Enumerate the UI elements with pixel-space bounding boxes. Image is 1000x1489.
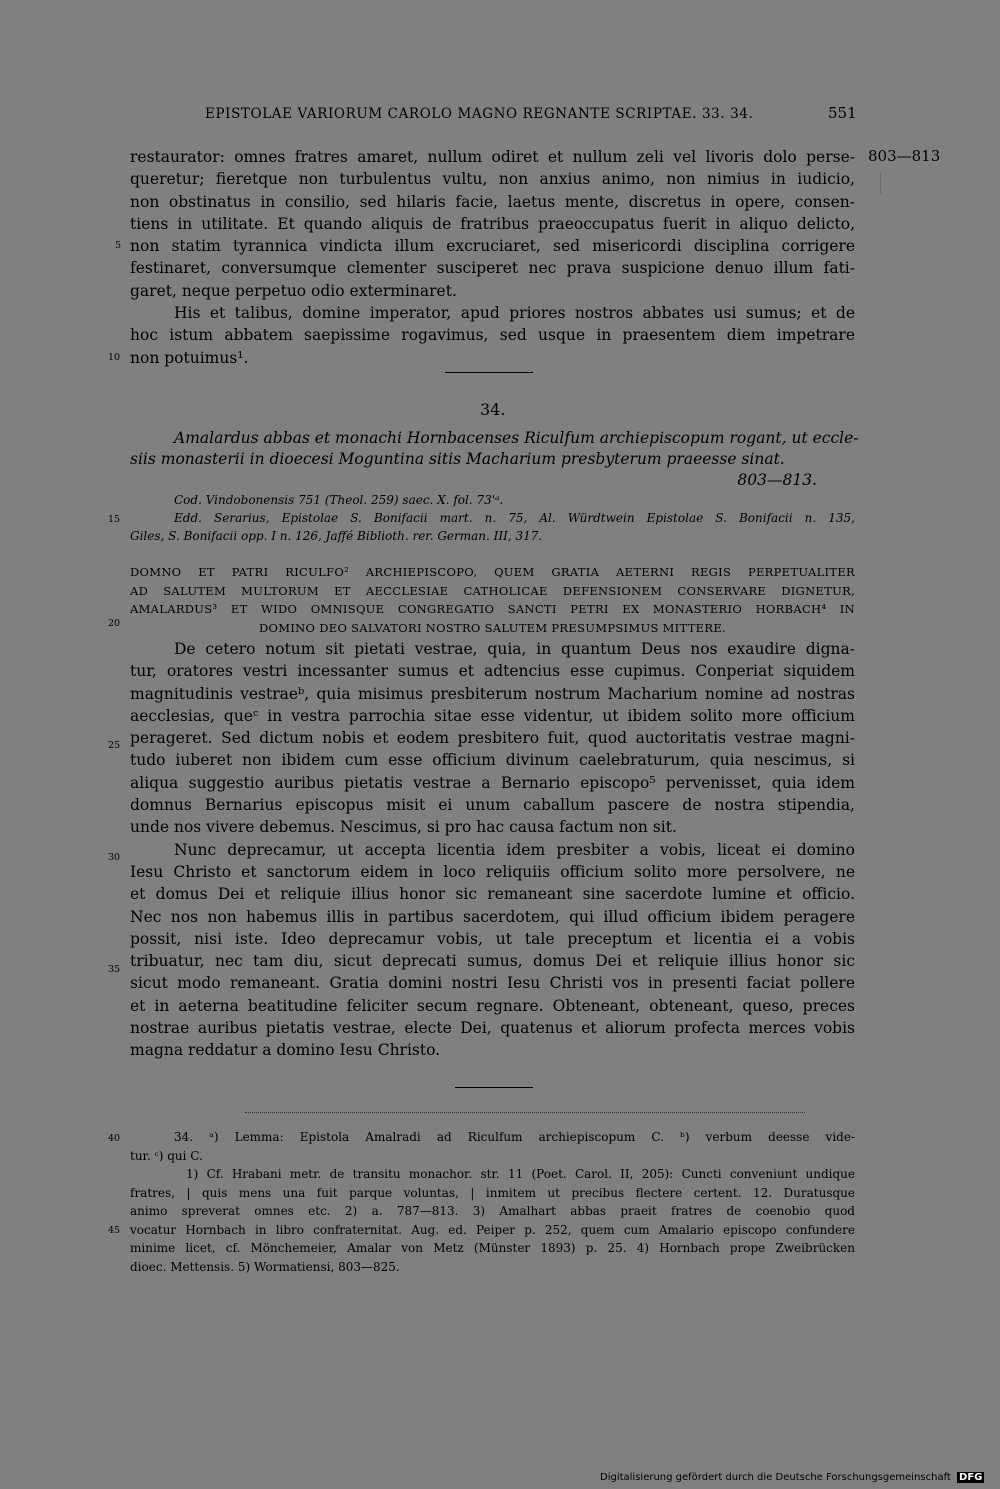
margin-date: 803—813: [868, 147, 941, 165]
footnote-line: fratres, | quis mens una fuit parque voluntas, | inmitem ut precibus flectere certent. 12. Duratusque: [130, 1185, 855, 1200]
page-number: 551: [828, 104, 857, 122]
text-line: garet, neque perpetuo odio exterminaret.: [130, 281, 457, 300]
footnote-line: 34. ᵃ) Lemma: Epistola Amalradi ad Riculfum archiepiscopum C. ᵇ) verbum deesse vide-: [174, 1130, 855, 1144]
summary-line: siis monasterii in dioecesi Moguntina sitis Macharium presbyterum praeesse sinat.: [130, 450, 785, 468]
text-line: domnus Bernarius episcopus misit ei unum caballum pascere de nostra stipendia,: [130, 796, 855, 815]
line-number: 10: [108, 352, 121, 363]
summary-line: Amalardus abbas et monachi Hornbacenses Riculfum archiepiscopum rogant, ut eccle-: [174, 429, 859, 447]
separator-rule: [445, 372, 533, 373]
text-line: tiens in utilitate. Et quando aliquis de fratribus praeoccupatus fuerit in aliquo delicto,: [130, 214, 855, 233]
text-line: non statim tyrannica vindicta illum excruciaret, sed misericordi disciplina corrigere: [130, 237, 855, 256]
address-line: DOMNO ET PATRI RICULFO² ARCHIEPISCOPO, QUEM GRATIA AETERNI REGIS PERPETUALITER: [130, 565, 855, 579]
line-number: 30: [108, 852, 121, 863]
text-line: De cetero notum sit pietati vestrae, quia, in quantum Deus nos exaudire digna-: [174, 640, 855, 658]
manuscript-source: Cod. Vindobonensis 751 (Theol. 259) saec. X. fol. 73'ᵃ.: [174, 493, 504, 507]
dfg-logo-icon: DFG: [959, 1472, 983, 1483]
footnote-separator: [245, 1112, 805, 1114]
text-line: magna reddatur a domino Iesu Christo.: [130, 1041, 441, 1060]
address-line: AD SALUTEM MULTORUM ET AECCLESIAE CATHOLICAE DEFENSIONEM CONSERVARE DIGNETUR,: [130, 583, 855, 598]
text-line: queretur; fieretque non turbulentus vultu, non anxius animo, non nimius in iudicio,: [130, 170, 855, 189]
end-rule: [455, 1087, 533, 1088]
running-title: EPISTOLAE VARIORUM CAROLO MAGNO REGNANTE SCRIPTAE. 33. 34.: [205, 106, 754, 122]
footnote-line: minime licet, cf. Mönchemeier, Amalar von Metz (Münster 1893) p. 25. 4) Hornbach prope Zweibrücken: [130, 1241, 855, 1255]
letter-number: 34.: [480, 400, 506, 419]
line-number: 45: [108, 1225, 121, 1236]
footnotes: [130, 1128, 855, 1276]
text-line: non potuimus¹.: [130, 348, 249, 367]
credit-text: Digitalisierung gefördert durch die Deutsche Forschungsgemeinschaft: [600, 1472, 951, 1483]
text-line: tribuatur, nec tam diu, sicut deprecati sumus, domus Dei et reliquie illius honor sic: [130, 952, 855, 971]
line-number: 15: [108, 514, 121, 525]
text-line: magnitudinis vestraeᵇ, quia misimus presbiterum nostrum Macharium nomine ad nostras: [130, 684, 855, 703]
editions-source: Giles, S. Bonifacii opp. I n. 126, Jaffé Biblioth. rer. German. III, 317.: [130, 529, 543, 543]
letter-address: [130, 563, 855, 637]
text-line: Nunc deprecamur, ut accepta licentia idem presbiter a vobis, liceat ei domino: [174, 840, 855, 859]
text-line: possit, nisi iste. Ideo deprecamur vobis, ut tale preceptum et licentia ei a vobis: [130, 929, 855, 948]
text-line: aliqua suggestio auribus pietatis vestrae a Bernario episcopo⁵ pervenisset, quia idem: [130, 773, 855, 792]
text-line: Nec nos non habemus illis in partibus sacerdotem, qui illud officium ibidem peragere: [130, 907, 855, 926]
line-number: 5: [115, 240, 122, 251]
text-line: Iesu Christo et sanctorum eidem in loco reliquiis officium solito more persolvere, ne: [130, 862, 855, 881]
footnote-line: vocatur Hornbach in libro confraternitat. Aug. ed. Peiper p. 252, quem cum Amalario episcopo confundere: [130, 1222, 855, 1237]
footnote-line: animo spreverat omnes etc. 2) a. 787—813. 3) Amalhart abbas praeit fratres de coenobio quod: [130, 1204, 855, 1218]
text-line: tur, oratores vestri incessanter sumus et adtencius esse cupimus. Conperiat siquidem: [130, 662, 855, 681]
source-notes: [130, 491, 855, 545]
text-line: His et talibus, domine imperator, apud priores nostros abbates usi sumus; et de: [174, 304, 855, 323]
address-line: DOMINO DEO SALVATORI NOSTRO SALUTEM PRESUMPSIMUS MITTERE.: [259, 620, 726, 635]
line-number: 35: [108, 964, 121, 975]
margin-mark: [880, 172, 881, 194]
footnote-line: dioec. Mettensis. 5) Wormatiensi, 803—825.: [130, 1259, 400, 1274]
line-number: 20: [108, 618, 121, 629]
text-line: tudo iuberet non ibidem cum esse officium divinum caelebraturum, quia nescimus, si: [130, 751, 855, 770]
text-line: aecclesias, queᶜ in vestra parrochia sitae esse videntur, ut ibidem solito more officium: [130, 706, 855, 725]
footnote-line: tur. ᶜ) qui C.: [130, 1148, 203, 1163]
line-number: 25: [108, 740, 121, 751]
footnote-line: 1) Cf. Hrabani metr. de transitu monachor. str. 11 (Poet. Carol. II, 205): Cuncti conveniunt undique: [186, 1167, 855, 1181]
text-line: et in aeterna beatitudine feliciter secum regnare. Obteneant, obteneant, queso, preces: [130, 996, 855, 1015]
text-line: sicut modo remaneant. Gratia domini nostri Iesu Christi vos in presenti faciat pollere: [130, 974, 855, 993]
letter-date: 803—813.: [737, 471, 817, 489]
text-line: restaurator: omnes fratres amaret, nullum odiret et nullum zeli vel livoris dolo perse-: [130, 148, 855, 166]
line-number: 40: [108, 1133, 121, 1144]
text-line: perageret. Sed dictum nobis et eodem presbitero fuit, quod auctoritatis vestrae magni-: [130, 729, 855, 748]
letter-34-text: [130, 638, 855, 1062]
text-line: hoc istum abbatem saepissime rogavimus, sed usque in praesentem diem impetrare: [130, 326, 855, 345]
text-line: festinaret, conversumque clementer susciperet nec prava suspicione denuo illum fati-: [130, 259, 855, 278]
address-line: AMALARDUS³ ET WIDO OMNISQUE CONGREGATIO SANCTI PETRI EX MONASTERIO HORBACH⁴ IN: [130, 602, 855, 616]
text-line: nostrae auribus pietatis vestrae, electe Dei, quatenus et aliorum profecta merces vobis: [130, 1019, 855, 1038]
letter-summary: [130, 428, 859, 491]
editions-source: Edd. Serarius, Epistolae S. Bonifacii mart. n. 75, Al. Würdtwein Epistolae S. Bonifacii n. 135,: [174, 511, 855, 525]
text-line: et domus Dei et reliquie illius honor sic remaneant sine sacerdote lumine et officio.: [130, 885, 855, 904]
text-line: unde nos vivere debemus. Nescimus, si pro hac causa factum non sit.: [130, 818, 677, 837]
digitization-credit: [600, 1472, 984, 1483]
letter-33-text: [130, 146, 855, 369]
text-line: non obstinatus in consilio, sed hilaris facie, laetus mente, discretus in opere, consen-: [130, 192, 855, 211]
